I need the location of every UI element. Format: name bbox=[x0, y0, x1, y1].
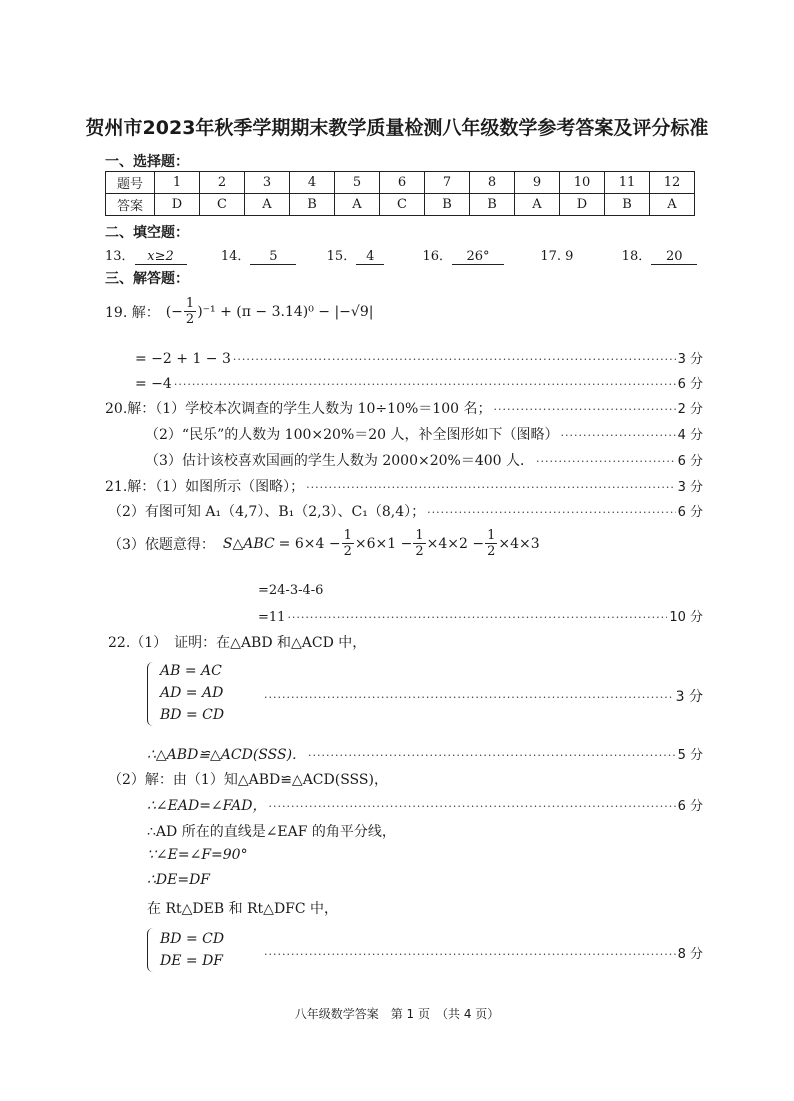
section-solve-heading: 三、解答题： bbox=[105, 271, 189, 287]
step-text: 21.解：（1）如图所示（图略）； bbox=[105, 479, 305, 495]
q19-fraction bbox=[184, 296, 196, 327]
dot-leader bbox=[233, 353, 676, 366]
dot-leader bbox=[264, 948, 676, 961]
half-fraction bbox=[485, 528, 497, 559]
q21-line5 bbox=[258, 606, 703, 625]
q14-answer: 5 bbox=[250, 249, 296, 265]
dot-leader bbox=[264, 691, 674, 704]
q19-label: 19. 解： bbox=[105, 304, 160, 321]
score: 6 分 bbox=[677, 505, 703, 520]
q22-system1 bbox=[160, 660, 224, 726]
table-cell: 2 bbox=[200, 172, 245, 194]
step-text: ∴△ABD≌△ACD(SSS)． bbox=[147, 747, 307, 763]
table-cell: C bbox=[200, 194, 245, 216]
q22-line6: ∵∠E=∠F=90° bbox=[147, 847, 248, 863]
table-cell: 6 bbox=[380, 172, 425, 194]
table-cell: 1 bbox=[155, 172, 200, 194]
table-cell: C bbox=[380, 194, 425, 216]
table-cell: 10 bbox=[560, 172, 605, 194]
step-text: = −4 bbox=[135, 376, 172, 392]
table-header-label: 题号 bbox=[106, 172, 155, 194]
table-cell: B bbox=[470, 194, 515, 216]
q21-line4: =24-3-4-6 bbox=[258, 583, 324, 598]
q16-answer: 26° bbox=[452, 249, 504, 265]
dot-leader bbox=[174, 378, 676, 391]
half-fraction bbox=[342, 528, 354, 559]
fraction-denominator: 2 bbox=[343, 544, 352, 559]
q21-line1 bbox=[105, 476, 703, 496]
q14-number: 14． bbox=[220, 249, 251, 264]
table-cell: B bbox=[290, 194, 335, 216]
table-cell: 7 bbox=[425, 172, 470, 194]
answer-table bbox=[105, 171, 695, 216]
q20-line2 bbox=[145, 424, 703, 444]
q22-line3: （2）解：由（1）知△ABD≌△ACD(SSS)， bbox=[108, 772, 388, 788]
q19-step2 bbox=[135, 373, 703, 392]
score: 10 分 bbox=[669, 610, 703, 625]
table-cell: 12 bbox=[650, 172, 695, 194]
equation: BD = CD bbox=[160, 707, 225, 723]
step-text: （3）估计该校喜欢国画的学生人数为 2000×20%＝400 人． bbox=[145, 453, 535, 469]
q22-line5: ∴AD 所在的直线是∠EAF 的角平分线， bbox=[147, 824, 396, 840]
q15-number: 15． bbox=[326, 249, 357, 264]
table-cell: 4 bbox=[290, 172, 335, 194]
q13-number: 13． bbox=[105, 249, 135, 264]
score: 4 分 bbox=[677, 428, 703, 443]
step-text: =11 bbox=[258, 610, 286, 625]
expr-part: = 6×4 − bbox=[278, 535, 341, 552]
score: 6 分 bbox=[677, 454, 703, 469]
table-cell: 8 bbox=[470, 172, 515, 194]
q22-system1-score bbox=[262, 686, 703, 706]
page-footer: 八年级数学答案 第 1 页 （共 4 页） bbox=[294, 1007, 500, 1021]
area-symbol: S△ABC bbox=[222, 535, 275, 552]
table-cell: 9 bbox=[515, 172, 560, 194]
q22-line4 bbox=[147, 795, 703, 815]
expr-part: ×6×1 − bbox=[354, 535, 413, 552]
dot-leader bbox=[308, 749, 676, 762]
section-fill-heading: 二、填空题： bbox=[105, 225, 189, 241]
fraction-numerator: 1 bbox=[487, 528, 496, 543]
table-cell: 11 bbox=[605, 172, 650, 194]
dot-leader bbox=[427, 506, 675, 519]
score: 2 分 bbox=[677, 402, 703, 417]
q22-line7: ∴DE=DF bbox=[147, 872, 211, 888]
q22-line2 bbox=[147, 744, 703, 764]
step-text: 20.解：（1）学校本次调查的学生人数为 10÷10%＝100 名； bbox=[105, 401, 492, 417]
q15-answer: 4 bbox=[356, 249, 384, 265]
q19-step1 bbox=[135, 348, 703, 367]
score: 8 分 bbox=[677, 947, 703, 962]
equation: AB = AC bbox=[160, 663, 222, 679]
q22-line1: 22.（1） 证明：在△ABD 和△ACD 中， bbox=[108, 635, 367, 651]
q13-answer: x≥2 bbox=[135, 249, 187, 265]
section-choice-heading: 一、选择题： bbox=[105, 154, 189, 170]
half-fraction bbox=[413, 528, 425, 559]
system-brace bbox=[147, 662, 156, 726]
page-title: 贺州市2023年秋季学期期末教学质量检测八年级数学参考答案及评分标准 bbox=[85, 117, 709, 139]
table-cell: B bbox=[605, 194, 650, 216]
dot-leader bbox=[306, 481, 675, 494]
fraction-denominator: 2 bbox=[185, 312, 195, 327]
dot-leader bbox=[269, 800, 676, 813]
table-cell: B bbox=[425, 194, 470, 216]
q16-number: 16． bbox=[422, 249, 453, 264]
dot-leader bbox=[493, 403, 675, 416]
table-answer-label: 答案 bbox=[106, 194, 155, 216]
q22-line8: 在 Rt△DEB 和 Rt△DFC 中， bbox=[147, 901, 339, 917]
score: 3 分 bbox=[675, 689, 703, 705]
equation: DE = DF bbox=[160, 953, 224, 969]
table-row-numbers bbox=[106, 172, 695, 194]
step-text: （2）有图可知 A₁（4,7）、B₁（2,3）、C₁（8,4）； bbox=[108, 504, 426, 520]
table-cell: D bbox=[155, 194, 200, 216]
fraction-numerator: 1 bbox=[185, 296, 195, 311]
q18-answer: 20 bbox=[651, 249, 697, 265]
step-text: （2）“民乐”的人数为 100×20%＝20 人，补全图形如下（图略） bbox=[145, 427, 559, 443]
q20-line1 bbox=[105, 398, 703, 418]
q22-system2-score bbox=[262, 943, 703, 962]
table-cell: 5 bbox=[335, 172, 380, 194]
dot-leader bbox=[536, 455, 676, 468]
table-row-answers bbox=[106, 194, 695, 216]
score: 3 分 bbox=[677, 352, 703, 367]
fraction-denominator: 2 bbox=[415, 544, 424, 559]
score: 6 分 bbox=[677, 377, 703, 392]
equation: BD = CD bbox=[160, 931, 225, 947]
fraction-numerator: 1 bbox=[415, 528, 424, 543]
q21-line3 bbox=[108, 528, 540, 559]
dot-leader bbox=[561, 429, 676, 442]
q21-line2 bbox=[108, 501, 703, 521]
table-cell: A bbox=[515, 194, 560, 216]
system-brace bbox=[147, 928, 156, 972]
step-text: （3）依题意得： bbox=[108, 536, 215, 553]
expr-part: ×4×2 − bbox=[426, 535, 485, 552]
q18-number: 18． bbox=[621, 249, 652, 264]
q17-answer: 17. 9 bbox=[540, 249, 574, 264]
q20-line3 bbox=[145, 450, 703, 470]
expr-part: ×4×3 bbox=[498, 535, 540, 552]
dot-leader bbox=[287, 611, 667, 624]
fraction-denominator: 2 bbox=[487, 544, 496, 559]
table-cell: A bbox=[245, 194, 290, 216]
step-text: = −2 + 1 − 3 bbox=[135, 351, 231, 367]
step-text: ∴∠EAD=∠FAD， bbox=[147, 798, 267, 814]
q19-expression bbox=[105, 296, 373, 327]
fraction-numerator: 1 bbox=[343, 528, 352, 543]
table-cell: A bbox=[335, 194, 380, 216]
table-cell: D bbox=[560, 194, 605, 216]
q19-expr-open: (− bbox=[165, 303, 183, 320]
table-cell: A bbox=[650, 194, 695, 216]
q22-system2 bbox=[160, 928, 224, 972]
fill-answers-row bbox=[105, 245, 697, 265]
q19-expr-rest: )⁻¹ + (π − 3.14)⁰ − |−√9| bbox=[197, 303, 374, 320]
table-cell: 3 bbox=[245, 172, 290, 194]
score: 3 分 bbox=[677, 480, 703, 495]
equation: AD = AD bbox=[160, 685, 224, 701]
score: 5 分 bbox=[677, 748, 703, 763]
score: 6 分 bbox=[677, 799, 703, 814]
